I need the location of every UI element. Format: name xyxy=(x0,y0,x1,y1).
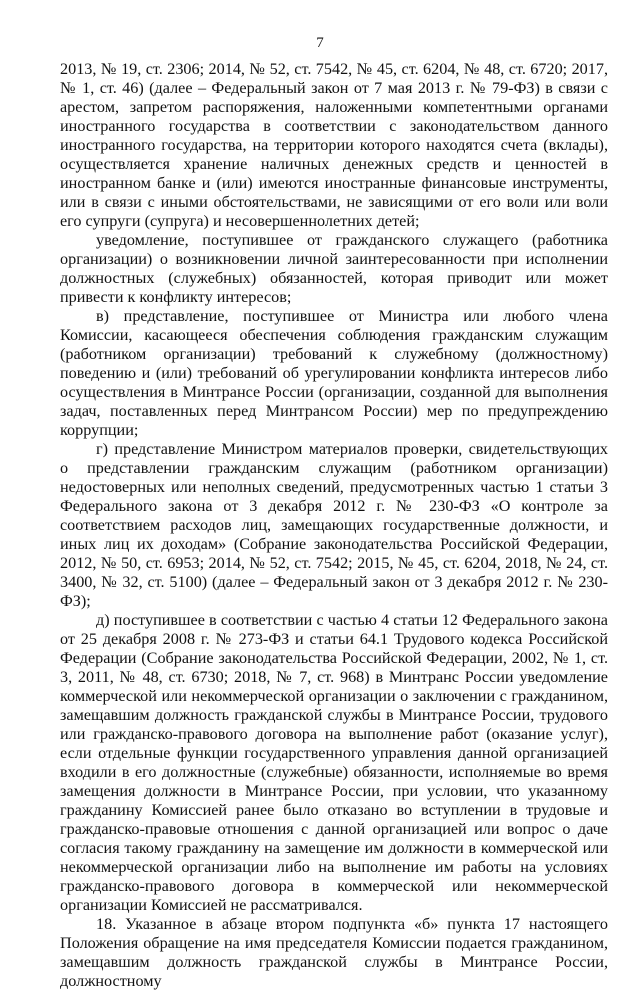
paragraph-item-d: д) поступившее в соответствии с частью 4 статьи 12 Федерального закона от 25 декабря 2008 г. № 273-ФЗ и статьи 64.1 Трудового кодекса Российской Федерации (Собрание законодательства Российской Федерации, 2002, № 1, ст. 3, 2011, № 48, ст. 6730; 2018, № 7, ст. 968) в Минтранс России уведомление коммерческой или некоммерческой организации о заключении с гражданином, замещавшим должность гражданской службы в Минтрансе России, трудового или гражданско-правового договора на выполнение работ (оказание услуг), если отдельные функции государственного управления данной организацией входили в его должностные (служебные) обязанности, исполняемые во время замещения должности в Минтрансе России, при условии, что указанному гражданину Комиссией ранее было отказано во вступлении в трудовые и гражданско-правовые отношения с данной организацией или вопрос о даче согласия такому гражданину на замещение им должности в коммерческой или некоммерческой организации либо на выполнение им работы на условиях гражданско-правового договора в коммерческой или некоммерческой организации Комиссией не рассматривался. xyxy=(60,611,608,914)
paragraph-continuation: 2013, № 19, ст. 2306; 2014, № 52, ст. 7542, № 45, ст. 6204, № 48, ст. 6720; 2017, № 1, ст. 46) (далее – Федеральный закон от 7 мая 2013 г. № 79-ФЗ) в связи с арестом, запретом распоряжения, наложенными компетентными органами иностранного государства в соответствии с законодательством данного иностранного государства, на территории которого находятся счета (вклады), осуществляется хранение наличных денежных средств и ценностей в иностранном банке и (или) имеются иностранные финансовые инструменты, или в связи с иными обстоятельствами, не зависящими от его воли или воли его супруги (супруга) и несовершеннолетних детей; xyxy=(60,60,608,230)
page-number: 7 xyxy=(316,35,324,51)
paragraph-18: 18. Указанное в абзаце втором подпункта «б» пункта 17 настоящего Положения обращение на имя председателя Комиссии подается гражданином, замещавшим должность гражданской службы в Минтрансе России, должностному xyxy=(60,915,608,990)
paragraph-notification: уведомление, поступившее от гражданского служащего (работника организации) о возникновении личной заинтересованности при исполнении должностных (служебных) обязанностей, которая приводит или может привести к конфликту интересов; xyxy=(60,231,608,306)
paragraph-item-g: г) представление Министром материалов проверки, свидетельствующих о представлении гражданским служащим (работником организации) недостоверных или неполных сведений, предусмотренных частью 1 статьи 3 Федерального закона от 3 декабря 2012 г. № 230-ФЗ «О контроле за соответствием расходов лиц, замещающих государственные должности, и иных лиц их доходам» (Собрание законодательства Российской Федерации, 2012, № 50, ст. 6953; 2014, № 52, ст. 7542; 2015, № 45, ст. 6204, 2018, № 24, ст. 3400, № 32, ст. 5100) (далее – Федеральный закон от 3 декабря 2012 г. № 230-ФЗ); xyxy=(60,440,608,610)
document-body xyxy=(60,60,608,991)
paragraph-item-v: в) представление, поступившее от Министра или любого члена Комиссии, касающееся обеспечения соблюдения гражданским служащим (работником организации) требований к служебному (должностному) поведению и (или) требований об урегулировании конфликта интересов либо осуществления в Минтрансе России (организации, созданной для выполнения задач, поставленных перед Минтрансом России) мер по предупреждению коррупции; xyxy=(60,307,608,439)
